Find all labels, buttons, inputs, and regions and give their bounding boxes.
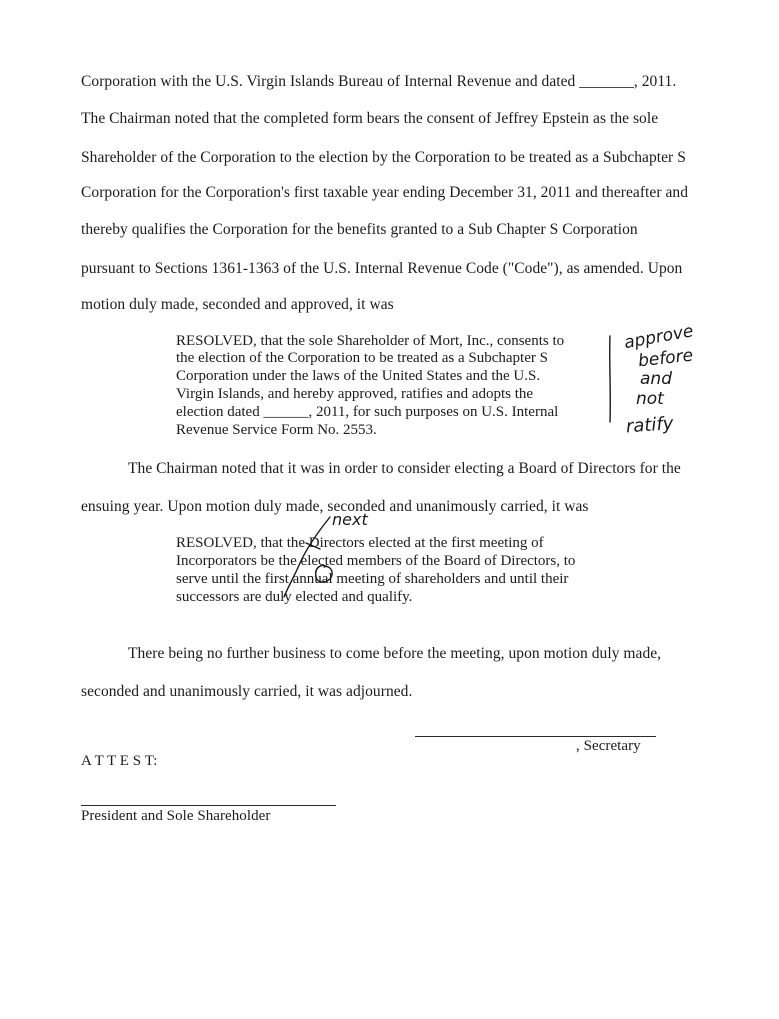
paragraph-1-line-2: The Chairman noted that the completed form bears the consent of Jeffrey Epstein as the sole [81,110,659,127]
resolution-1-line-5: election dated ______, 2011, for such purposes on U.S. Internal [176,404,559,420]
paragraph-1-line-7: motion duly made, seconded and approved, it was [81,296,394,313]
resolution-2-line-4: successors are duly elected and qualify. [176,589,413,605]
paragraph-1-line-6: pursuant to Sections 1361-1363 of the U.S. Internal Revenue Code ("Code"), as amended. Upon [81,260,683,277]
paragraph-3-line-1: There being no further business to come before the meeting, upon motion duly made, [128,645,662,662]
president-label: President and Sole Shareholder [81,808,271,824]
paragraph-1-line-1: Corporation with the U.S. Virgin Islands Bureau of Internal Revenue and dated _______, 2011. [81,73,677,90]
secretary-label: , Secretary [576,738,641,754]
margin-bracket-mark [600,330,620,430]
paragraph-1-line-5: thereby qualifies the Corporation for the benefits granted to a Sub Chapter S Corporation [81,221,638,238]
resolution-2-line-3: serve until the first annual meeting of shareholders and until their [176,571,569,587]
margin-note-line-1: approve [622,321,695,354]
resolution-1-line-1: RESOLVED, that the sole Shareholder of Mort, Inc., consents to [176,333,565,349]
paragraph-1-line-3: Shareholder of the Corporation to the election by the Corporation to be treated as a Subchapter S [81,149,686,166]
margin-note-handwriting [620,318,720,458]
secretary-signature-line [415,736,656,737]
paragraph-1-line-4: Corporation for the Corporation's first taxable year ending December 31, 2011 and thereafter and [81,184,688,201]
margin-note-line-3: and [640,369,672,389]
paragraph-2-line-2: ensuing year. Upon motion duly made, seconded and unanimously carried, it was [81,498,589,515]
president-signature-line [81,805,336,806]
resolution-2-line-1: RESOLVED, that the Directors elected at the first meeting of [176,535,544,551]
paragraph-3-line-2: seconded and unanimously carried, it was adjourned. [81,683,413,700]
resolution-1-line-6: Revenue Service Form No. 2553. [176,422,377,438]
paragraph-2-line-1: The Chairman noted that it was in order to consider electing a Board of Directors for the [128,460,681,477]
resolution-1-line-3: Corporation under the laws of the United States and the U.S. [176,368,541,384]
margin-note-line-2: before [637,345,695,372]
margin-note-line-5: ratify [625,413,675,438]
insertion-mark-next [270,505,410,605]
attest-label: A T T E S T: [81,753,158,769]
resolution-1-line-4: Virgin Islands, and hereby approved, ratifies and adopts the [176,386,534,402]
insertion-word: next [332,510,368,529]
resolution-1-line-2: the election of the Corporation to be treated as a Subchapter S [176,350,548,366]
resolution-2-line-2: Incorporators be the elected members of the Board of Directors, to [176,553,576,569]
margin-note-line-4: not [636,389,664,409]
